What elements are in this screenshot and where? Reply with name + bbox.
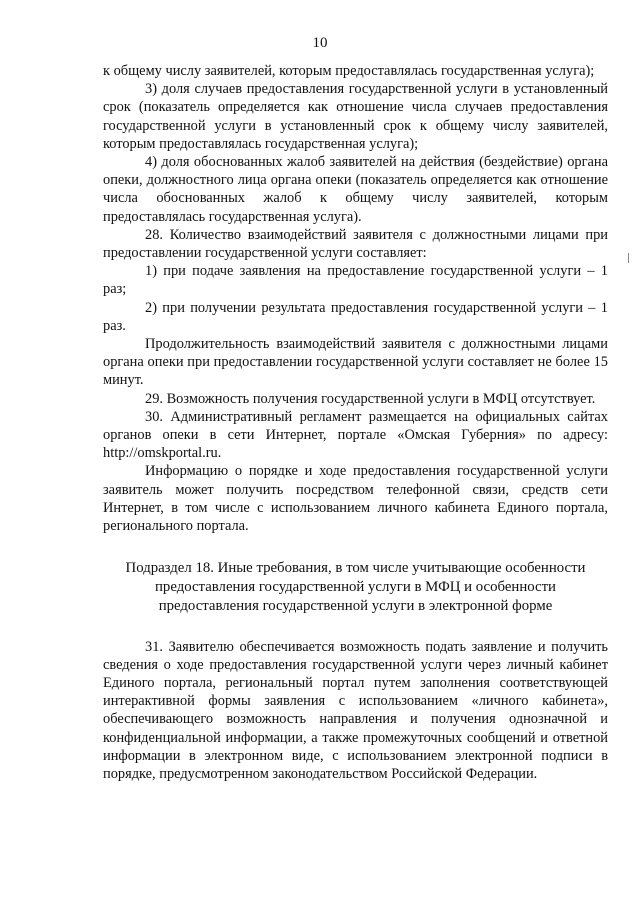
paragraph-28: 28. Количество взаимодействий заявителя с должностными лицами при предоставлении государственной услуги составляет: [103, 226, 608, 262]
margin-mark [628, 253, 633, 263]
paragraph-item-4: 4) доля обоснованных жалоб заявителей на действия (бездействие) органа опеки, должностного лица органа опеки (показатель определяется как отношение числа обоснованных жалоб к общему числу заявителей, которым предоставлялась государственная услуга). [103, 154, 608, 225]
paragraph-29: 29. Возможность получения государственной услуги в МФЦ отсутствует. [145, 390, 596, 407]
paragraph-info: Информацию о порядке и ходе предоставления государственной услуги заявитель может получить посредством телефонной связи, средств сети Интернет, в том числе с использованием личного кабинета Единого портала, регионального портала. [103, 463, 608, 535]
paragraph-continuation: к общему числу заявителей, которым предоставлялась государственная услуга); [103, 63, 595, 79]
page-number: 10 [312, 35, 328, 51]
paragraph-item-3: 3) доля случаев предоставления государственной услуги в установленный срок (показатель определяется как отношение числа случаев предоставления государственной услуги в установленный срок к общему числу заявителей, которым предоставлялась государственная услуга); [103, 81, 608, 152]
paragraph-31: 31. Заявителю обеспечивается возможность подать заявление и получить сведения о ходе предоставления государственной услуги через личный кабинет Единого портала, региональный портал путем заполнения соответствующей интерактивной формы заявления с использованием «личного кабинета», обеспечивающего возможность направления и получения однозначной и конфиденциальной информации, а также промежуточных сообщений и ответной информации в электронном виде, с использованием электронной подписи в порядке, предусмотренном законодательством Российской Федерации. [103, 638, 608, 783]
paragraph-28-item-1: 1) при подаче заявления на предоставление государственной услуги – 1 раз; [103, 263, 608, 298]
paragraph-30: 30. Административный регламент размещается на официальных сайтах органов опеки в сети Интернет, портале «Омская Губерния» по адресу: http://omskportal.ru. [103, 408, 608, 462]
document-body [103, 62, 608, 783]
paragraph-28-item-2: 2) при получении результата предоставления государственной услуги – 1 раз. [103, 299, 608, 334]
paragraph-duration: Продолжительность взаимодействий заявителя с должностными лицами органа опеки при предоставлении государственной услуги составляет не более 15 минут. [103, 336, 608, 389]
section-heading: Подраздел 18. Иные требования, в том числе учитывающие особенности предоставления государственной услуги в МФЦ и особенности предоставления государственной услуги в электронной форме [125, 560, 586, 614]
